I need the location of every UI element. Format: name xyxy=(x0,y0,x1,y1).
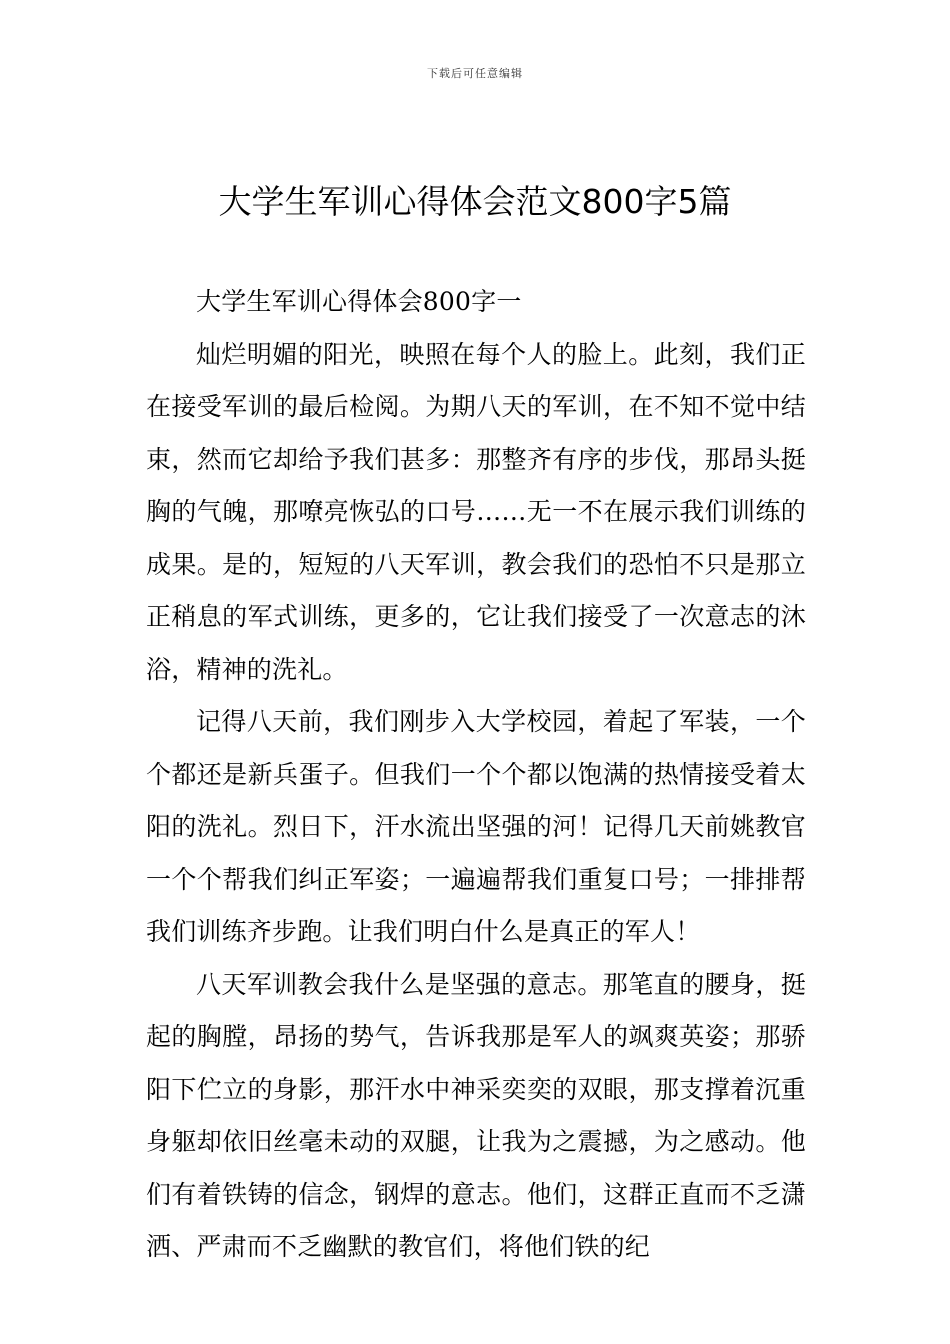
document-title: 大学生军训心得体会范文800字5篇 xyxy=(218,182,732,221)
document-body xyxy=(146,276,806,1274)
body-paragraph-1: 灿烂明媚的阳光，映照在每个人的脸上。此刻，我们正在接受军训的最后检阅。为期八天的军训，在不知不觉中结束，然而它却给予我们甚多：那整齐有序的步伐，那昂头挺胸的气魄，那嘹亮恢弘的口号……无一不在展示我们训练的成果。是的，短短的八天军训，教会我们的恐怕不只是那立正稍息的军式训练，更多的，它让我们接受了一次意志的沐浴，精神的洗礼。 xyxy=(146,339,806,684)
page-header-note: 下载后可任意编辑 xyxy=(427,67,523,80)
section-heading: 大学生军训心得体会800字一 xyxy=(196,287,522,316)
body-paragraph-3: 八天军训教会我什么是坚强的意志。那笔直的腰身，挺起的胸膛，昂扬的势气，告诉我那是军人的飒爽英姿；那骄阳下伫立的身影，那汗水中神采奕奕的双眼，那支撑着沉重身躯却依旧丝毫未动的双腿，让我为之震撼，为之感动。他们有着铁铸的信念，钢焊的意志。他们，这群正直而不乏潇洒、严肃而不乏幽默的教官们，将他们铁的纪 xyxy=(146,969,806,1261)
body-paragraph-2: 记得八天前，我们刚步入大学校园，着起了军装，一个个都还是新兵蛋子。但我们一个个都以饱满的热情接受着太阳的洗礼。烈日下，汗水流出坚强的河！记得几天前姚教官一个个帮我们纠正军姿；一遍遍帮我们重复口号；一排排帮我们训练齐步跑。让我们明白什么是真正的军人！ xyxy=(146,707,806,946)
